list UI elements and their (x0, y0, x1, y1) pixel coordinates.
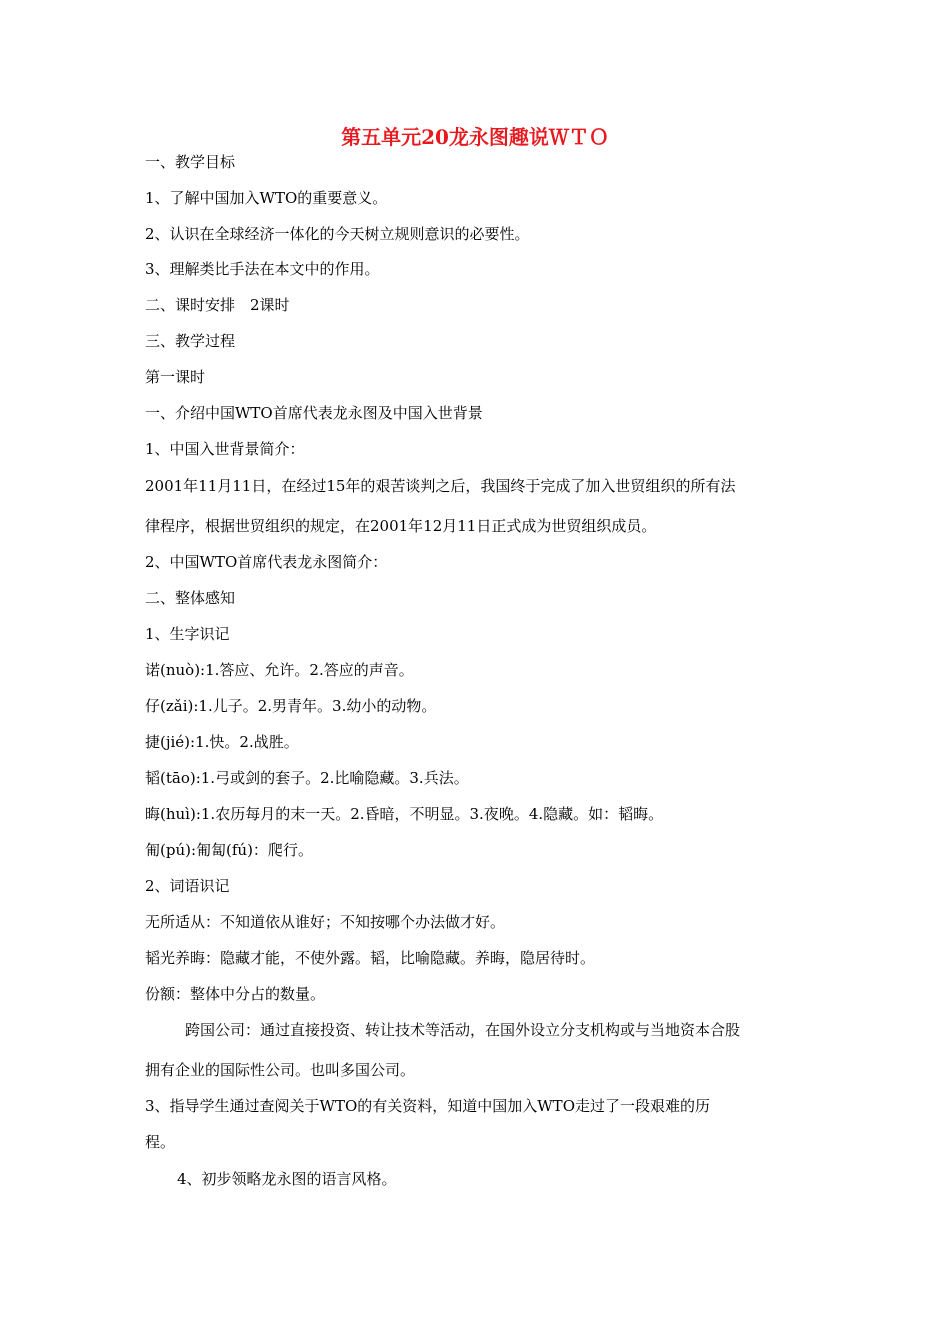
section-heading: 一、介绍中国WTO首席代表龙永图及中国入世背景 (145, 404, 483, 422)
term-entry: 份额：整体中分占的数量。 (145, 985, 326, 1003)
term-entry: 跨国公司：通过直接投资、转让技术等活动，在国外设立分支机构或与当地资本合股 (185, 1021, 741, 1039)
vocab-entry: 晦(huì):1.农历每月的末一天。2.昏暗，不明显。3.夜晚。4.隐藏。如：韬晦。 (145, 805, 664, 823)
vocab-entry: 仔(zǎi):1.儿子。2.男青年。3.幼小的动物。 (145, 697, 437, 715)
section-heading: 二、整体感知 (145, 589, 236, 607)
section-heading: 一、教学目标 (145, 153, 236, 171)
section-heading: 三、教学过程 (145, 332, 236, 350)
paragraph-line: 3、指导学生通过查阅关于WTO的有关资料，知道中国加入WTO走过了一段艰难的历 (145, 1097, 710, 1115)
vocab-entry: 捷(jié):1.快。2.战胜。 (145, 733, 299, 751)
text-line: 2、中国WTO首席代表龙永图简介： (145, 553, 388, 571)
text-line: 3、理解类比手法在本文中的作用。 (145, 260, 380, 278)
text-line: 1、生字识记 (145, 625, 230, 643)
paragraph-line: 拥有企业的国际性公司。也叫多国公司。 (145, 1061, 416, 1079)
paragraph-line: 2001年11月11日，在经过15年的艰苦谈判之后，我国终于完成了加入世贸组织的所有法 (145, 477, 736, 495)
text-line: 1、中国入世背景简介： (145, 440, 305, 458)
document-title: 第五单元20龙永图趣说ＷＴＯ (341, 125, 609, 149)
vocab-entry: 诺(nuò):1.答应、允许。2.答应的声音。 (145, 661, 414, 679)
text-line: 2、词语识记 (145, 877, 230, 895)
section-heading: 二、课时安排 2课时 (145, 296, 290, 314)
paragraph-line: 程。 (145, 1133, 176, 1151)
term-entry: 韬光养晦：隐藏才能，不使外露。韬，比喻隐藏。养晦，隐居待时。 (145, 949, 596, 967)
term-entry: 无所适从：不知道依从谁好；不知按哪个办法做才好。 (145, 913, 506, 931)
text-line: 1、了解中国加入WTO的重要意义。 (145, 189, 388, 207)
text-line: 2、认识在全球经济一体化的今天树立规则意识的必要性。 (145, 225, 530, 243)
subsection-heading: 第一课时 (145, 368, 206, 386)
vocab-entry: 韬(tāo):1.弓或剑的套子。2.比喻隐藏。3.兵法。 (145, 769, 469, 787)
text-line: 4、初步领略龙永图的语言风格。 (177, 1170, 397, 1188)
vocab-entry: 匍(pú):匍匐(fú)：爬行。 (145, 841, 313, 859)
paragraph-line: 律程序，根据世贸组织的规定，在2001年12月11日正式成为世贸组织成员。 (145, 517, 657, 535)
